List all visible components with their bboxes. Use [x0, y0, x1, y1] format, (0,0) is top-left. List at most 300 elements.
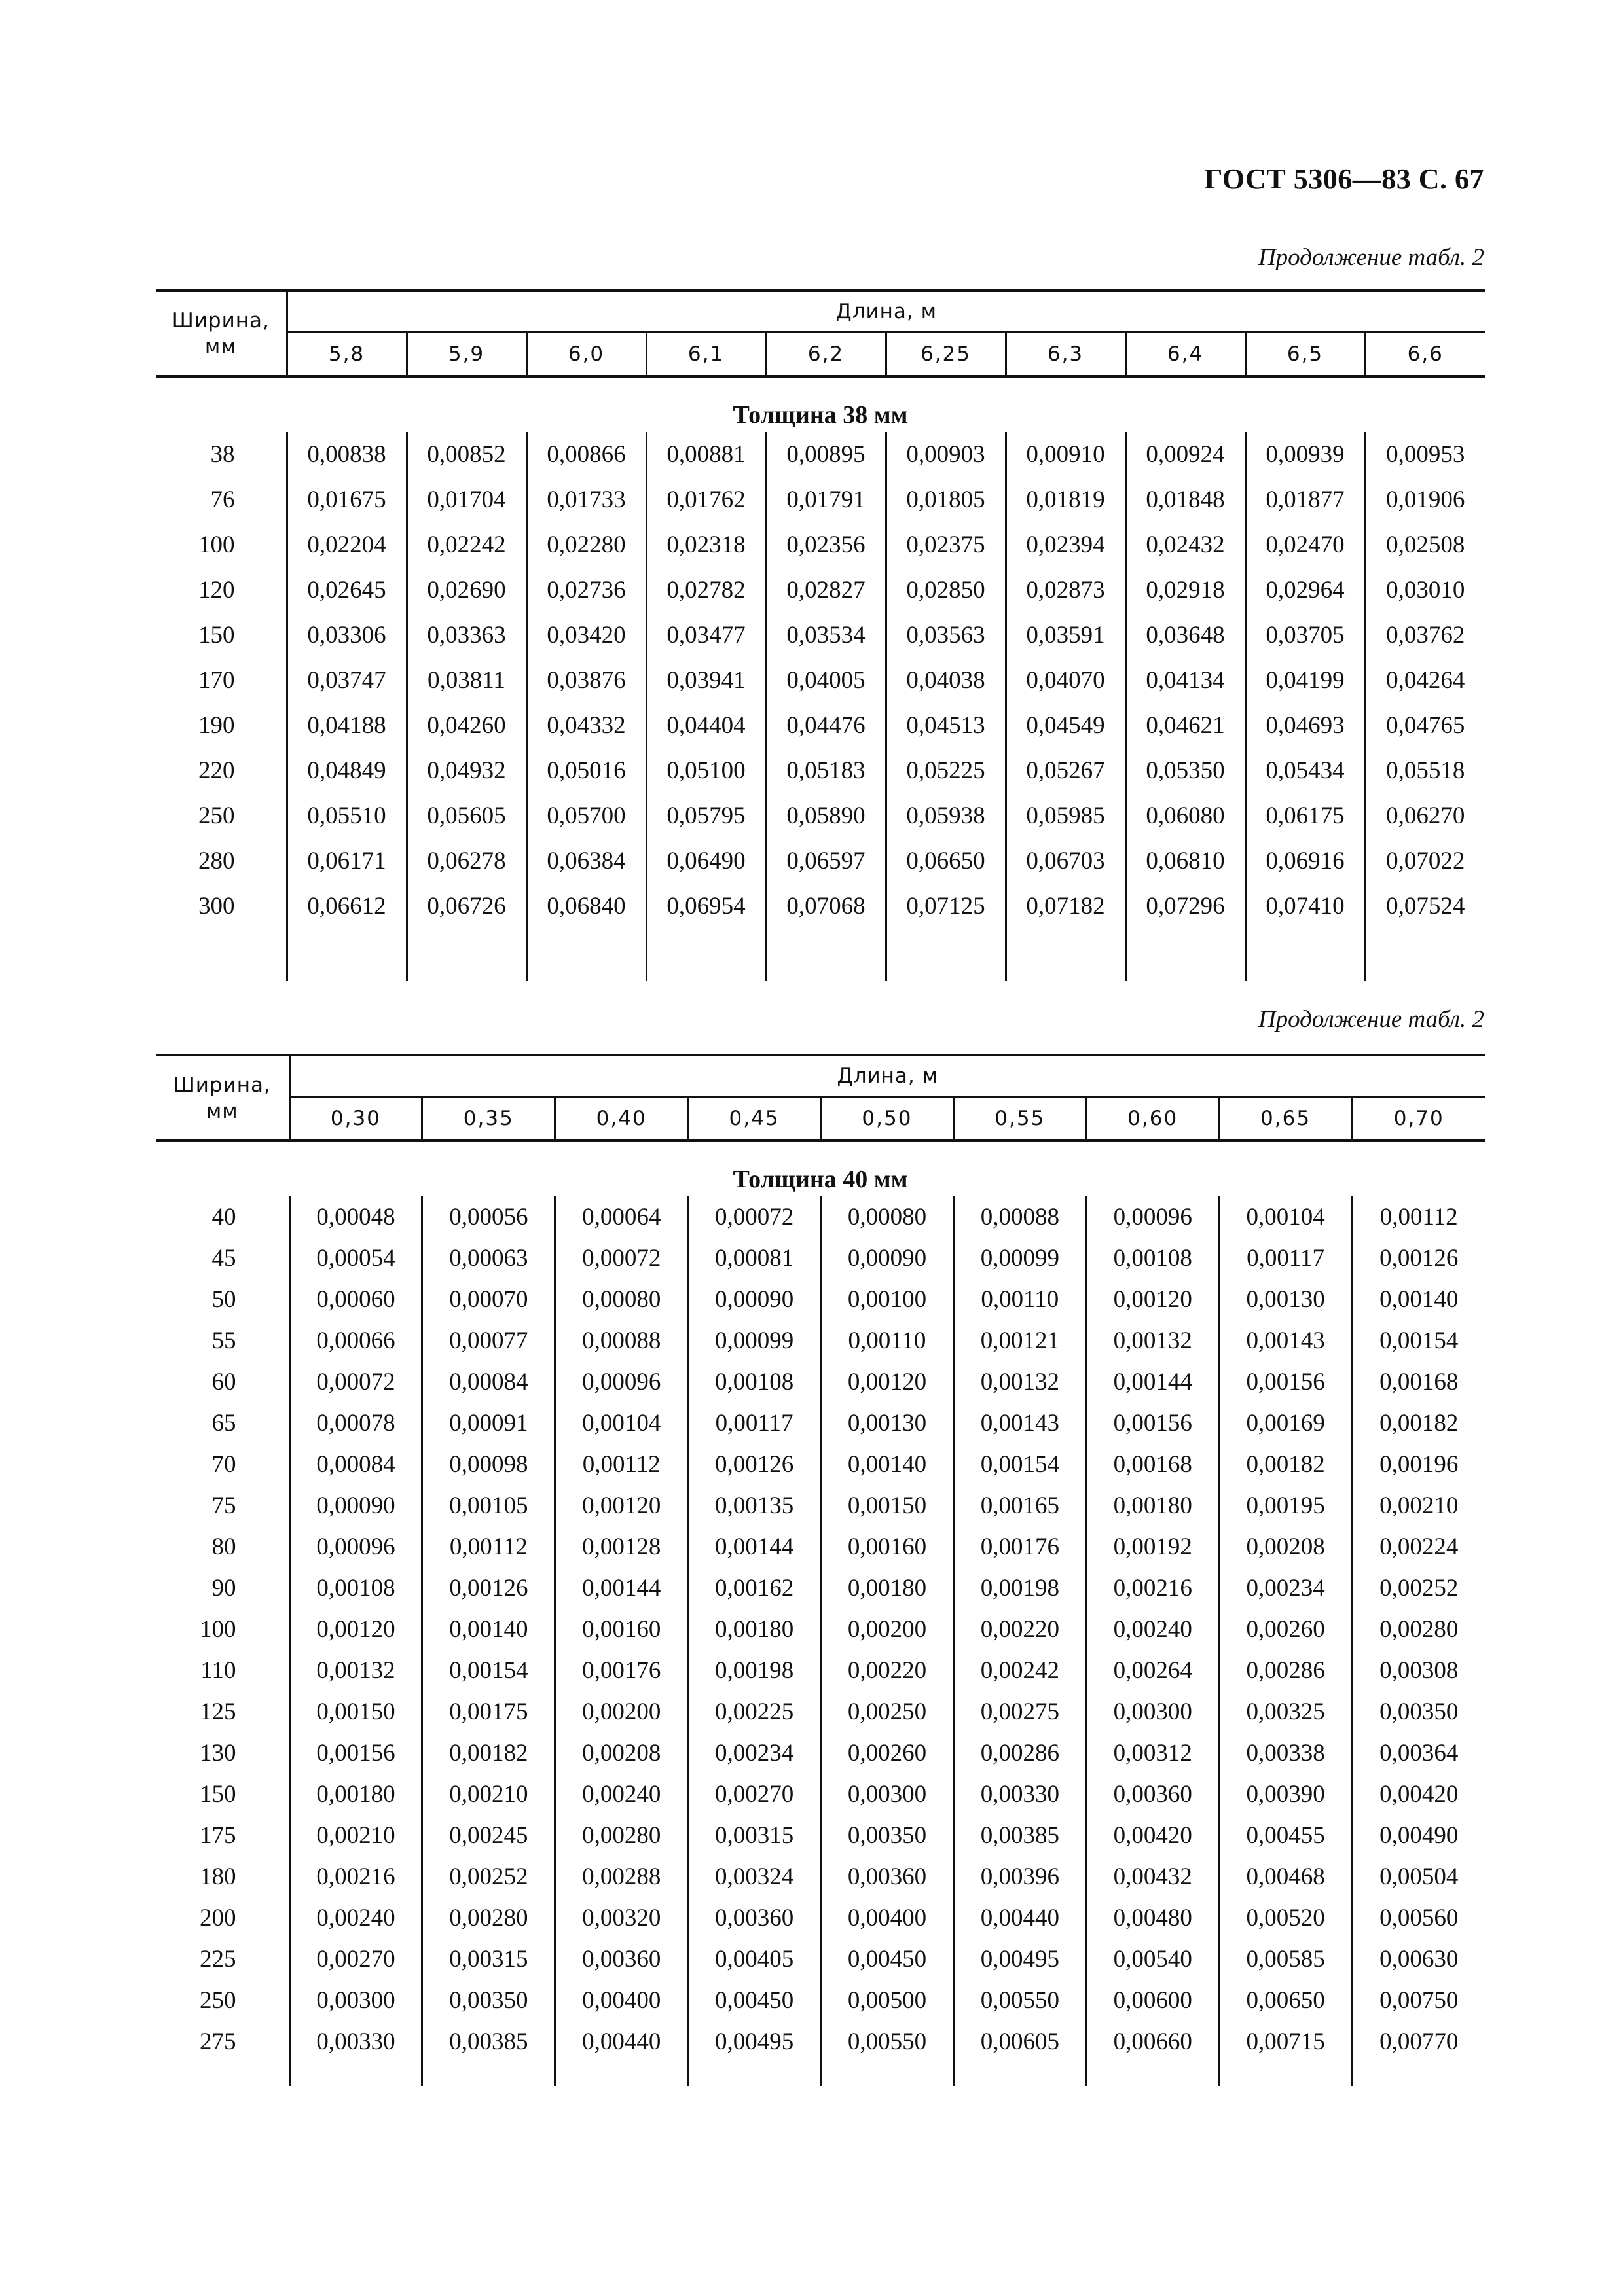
volume-value: 0,00360 — [1086, 1774, 1219, 1815]
volume-value: 0,00455 — [1219, 1815, 1352, 1856]
length-column-header: 6,2 — [766, 332, 886, 377]
volume-value: 0,00165 — [953, 1485, 1086, 1526]
volume-value: 0,00225 — [688, 1691, 821, 1732]
volume-value: 0,00048 — [289, 1196, 422, 1238]
width-value: 50 — [156, 1279, 289, 1320]
volume-value: 0,00156 — [1086, 1403, 1219, 1444]
table-row — [156, 432, 1485, 477]
volume-value: 0,00220 — [821, 1650, 954, 1691]
volume-value: 0,00300 — [821, 1774, 954, 1815]
table-row — [156, 1196, 1485, 1238]
volume-value: 0,04264 — [1386, 667, 1465, 694]
volume-value: 0,00132 — [953, 1361, 1086, 1403]
volume-value: 0,05518 — [1386, 757, 1465, 784]
width-value: 300 — [156, 884, 287, 929]
volume-value: 0,00953 — [1386, 441, 1465, 468]
volume-value: 0,00088 — [953, 1196, 1086, 1238]
volume-value: 0,02964 — [1245, 567, 1365, 613]
volume-value: 0,00096 — [1086, 1196, 1219, 1238]
volume-value: 0,04621 — [1125, 703, 1245, 748]
volume-value: 0,00286 — [1219, 1650, 1352, 1691]
volume-value: 0,00112 — [422, 1526, 555, 1568]
volume-value: 0,00440 — [555, 2021, 688, 2062]
volume-value: 0,00550 — [821, 2021, 954, 2062]
volume-value: 0,03010 — [1386, 577, 1465, 603]
width-value: 100 — [156, 522, 287, 567]
volume-value: 0,00154 — [953, 1444, 1086, 1485]
table-row — [156, 1568, 1485, 1609]
tail-cell — [1219, 2062, 1352, 2086]
tail-cell — [1125, 929, 1245, 981]
volume-value: 0,00280 — [1379, 1616, 1459, 1643]
volume-value: 0,06080 — [1125, 793, 1245, 838]
length-column-header: 0,60 — [1086, 1097, 1219, 1141]
volume-value: 0,00224 — [1379, 1534, 1459, 1560]
volume-value: 0,04332 — [526, 703, 646, 748]
volume-value: 0,00330 — [953, 1774, 1086, 1815]
table-row — [156, 884, 1485, 929]
volume-value: 0,00234 — [688, 1732, 821, 1774]
volume-value: 0,00099 — [688, 1320, 821, 1361]
volume-value: 0,00540 — [1086, 1939, 1219, 1980]
volume-value: 0,00126 — [422, 1568, 555, 1609]
width-value: 110 — [156, 1650, 289, 1691]
continuation-label-2: Продолжение табл. 2 — [1258, 1006, 1484, 1033]
volume-value: 0,00245 — [422, 1815, 555, 1856]
volume-value: 0,00630 — [1379, 1946, 1459, 1973]
volume-value: 0,03563 — [886, 613, 1006, 658]
volume-value: 0,00286 — [953, 1732, 1086, 1774]
length-header: Длина, м — [287, 291, 1485, 332]
volume-value: 0,00140 — [1379, 1286, 1459, 1313]
volume-value: 0,00140 — [422, 1609, 555, 1650]
volume-value: 0,00280 — [422, 1897, 555, 1939]
volume-value: 0,00330 — [289, 2021, 422, 2062]
width-value: 150 — [156, 613, 287, 658]
volume-value: 0,00130 — [821, 1403, 954, 1444]
volume-value: 0,00081 — [688, 1238, 821, 1279]
volume-value: 0,00104 — [1219, 1196, 1352, 1238]
volume-value: 0,05890 — [766, 793, 886, 838]
tail-cell — [953, 2062, 1086, 2086]
volume-value: 0,04199 — [1245, 658, 1365, 703]
volume-value: 0,00390 — [1219, 1774, 1352, 1815]
width-header-label: Ширина, — [173, 1073, 271, 1097]
volume-value: 0,04765 — [1386, 712, 1465, 739]
table-row — [156, 703, 1485, 748]
volume-value: 0,03420 — [526, 613, 646, 658]
volume-value: 0,01848 — [1125, 477, 1245, 522]
volume-value: 0,04932 — [407, 748, 526, 793]
volume-value: 0,00208 — [1219, 1526, 1352, 1568]
volume-value: 0,06597 — [766, 838, 886, 884]
tail-cell — [289, 2062, 422, 2086]
table-row — [156, 748, 1485, 793]
table-row — [156, 1444, 1485, 1485]
section-title: Толщина 38 мм — [733, 401, 908, 429]
length-column-header: 0,65 — [1219, 1097, 1352, 1141]
width-value: 250 — [156, 1980, 289, 2021]
volume-value: 0,00154 — [1379, 1327, 1459, 1354]
volume-value: 0,00182 — [1219, 1444, 1352, 1485]
volume-value: 0,00056 — [422, 1196, 555, 1238]
volume-value: 0,00520 — [1219, 1897, 1352, 1939]
volume-value: 0,00216 — [289, 1856, 422, 1897]
volume-value: 0,03363 — [407, 613, 526, 658]
width-value: 40 — [156, 1196, 289, 1238]
width-value: 90 — [156, 1568, 289, 1609]
volume-value: 0,00400 — [821, 1897, 954, 1939]
volume-value: 0,00910 — [1006, 432, 1125, 477]
width-value: 45 — [156, 1238, 289, 1279]
volume-value: 0,01791 — [766, 477, 886, 522]
volume-value: 0,00091 — [422, 1403, 555, 1444]
volume-value: 0,00150 — [821, 1485, 954, 1526]
volume-value: 0,00070 — [422, 1279, 555, 1320]
volume-value: 0,05938 — [886, 793, 1006, 838]
length-column-header: 5,8 — [287, 332, 407, 377]
continuation-label-1: Продолжение табл. 2 — [1258, 244, 1484, 271]
volume-value: 0,01762 — [646, 477, 766, 522]
width-value: 180 — [156, 1856, 289, 1897]
volume-value: 0,00128 — [555, 1526, 688, 1568]
volume-value: 0,02280 — [526, 522, 646, 567]
width-value: 175 — [156, 1815, 289, 1856]
volume-value: 0,04513 — [886, 703, 1006, 748]
table-row — [156, 1897, 1485, 1939]
volume-value: 0,00210 — [422, 1774, 555, 1815]
tail-cell — [1086, 2062, 1219, 2086]
length-column-header: 0,50 — [821, 1097, 954, 1141]
volume-value: 0,07524 — [1386, 893, 1465, 920]
volume-value: 0,00090 — [289, 1485, 422, 1526]
volume-value: 0,00715 — [1219, 2021, 1352, 2062]
volume-value: 0,02394 — [1006, 522, 1125, 567]
width-header-unit: мм — [206, 1099, 238, 1123]
volume-value: 0,07182 — [1006, 884, 1125, 929]
volume-value: 0,00084 — [289, 1444, 422, 1485]
volume-value: 0,06384 — [526, 838, 646, 884]
volume-value: 0,04693 — [1245, 703, 1365, 748]
length-column-header: 0,30 — [289, 1097, 422, 1141]
length-column-header: 6,4 — [1125, 332, 1245, 377]
volume-value: 0,00315 — [422, 1939, 555, 1980]
volume-value: 0,00450 — [821, 1939, 954, 1980]
volume-value: 0,00144 — [555, 1568, 688, 1609]
volume-value: 0,00350 — [1379, 1698, 1459, 1725]
volume-value: 0,00490 — [1379, 1822, 1459, 1849]
volume-value: 0,02508 — [1386, 531, 1465, 558]
volume-value: 0,04134 — [1125, 658, 1245, 703]
volume-value: 0,00135 — [688, 1485, 821, 1526]
volume-value: 0,00264 — [1086, 1650, 1219, 1691]
width-header — [156, 291, 287, 376]
section-row — [156, 376, 1485, 432]
volume-value: 0,00420 — [1379, 1781, 1459, 1808]
volume-value: 0,00210 — [289, 1815, 422, 1856]
volume-value: 0,00132 — [289, 1650, 422, 1691]
length-column-header: 0,70 — [1352, 1097, 1485, 1141]
volume-value: 0,00550 — [953, 1980, 1086, 2021]
volume-value: 0,00144 — [1086, 1361, 1219, 1403]
volume-value: 0,00325 — [1219, 1691, 1352, 1732]
width-value: 100 — [156, 1609, 289, 1650]
tail-cell — [688, 2062, 821, 2086]
volume-value: 0,00495 — [688, 2021, 821, 2062]
table-row — [156, 838, 1485, 884]
volume-value: 0,00315 — [688, 1815, 821, 1856]
volume-value: 0,00072 — [688, 1196, 821, 1238]
table-row — [156, 793, 1485, 838]
table-row — [156, 1732, 1485, 1774]
volume-value: 0,06916 — [1245, 838, 1365, 884]
volume-value: 0,00252 — [422, 1856, 555, 1897]
tail-cell — [1365, 929, 1485, 981]
volume-value: 0,00168 — [1086, 1444, 1219, 1485]
volume-value: 0,00250 — [821, 1691, 954, 1732]
tail-cell — [821, 2062, 954, 2086]
volume-value: 0,01733 — [526, 477, 646, 522]
volume-value: 0,00160 — [555, 1609, 688, 1650]
volume-value: 0,04038 — [886, 658, 1006, 703]
volume-value: 0,00939 — [1245, 432, 1365, 477]
volume-value: 0,01704 — [407, 477, 526, 522]
volume-value: 0,00180 — [688, 1609, 821, 1650]
volume-value: 0,00275 — [953, 1691, 1086, 1732]
volume-value: 0,00110 — [953, 1279, 1086, 1320]
volume-value: 0,03876 — [526, 658, 646, 703]
volume-value: 0,02432 — [1125, 522, 1245, 567]
volume-value: 0,00143 — [953, 1403, 1086, 1444]
volume-value: 0,04070 — [1006, 658, 1125, 703]
volume-value: 0,02356 — [766, 522, 886, 567]
volume-value: 0,05700 — [526, 793, 646, 838]
volume-value: 0,05267 — [1006, 748, 1125, 793]
volume-value: 0,03811 — [407, 658, 526, 703]
volume-value: 0,03941 — [646, 658, 766, 703]
volume-value: 0,00852 — [407, 432, 526, 477]
volume-value: 0,00405 — [688, 1939, 821, 1980]
volume-value: 0,00364 — [1379, 1740, 1459, 1767]
volume-value: 0,00143 — [1219, 1320, 1352, 1361]
tail-cell — [1352, 2062, 1485, 2086]
volume-value: 0,05225 — [886, 748, 1006, 793]
tail-cell — [555, 2062, 688, 2086]
volume-value: 0,00176 — [953, 1526, 1086, 1568]
tail-cell — [156, 2062, 289, 2086]
volume-value: 0,02242 — [407, 522, 526, 567]
volume-value: 0,00090 — [688, 1279, 821, 1320]
width-header-unit: мм — [204, 334, 237, 359]
volume-value: 0,00182 — [422, 1732, 555, 1774]
volume-value: 0,00210 — [1379, 1492, 1459, 1519]
volume-value: 0,00650 — [1219, 1980, 1352, 2021]
volume-value: 0,00196 — [1379, 1451, 1459, 1478]
volume-value: 0,00105 — [422, 1485, 555, 1526]
tail-cell — [886, 929, 1006, 981]
volume-value: 0,06490 — [646, 838, 766, 884]
length-column-header: 6,3 — [1006, 332, 1125, 377]
volume-value: 0,00208 — [555, 1732, 688, 1774]
volume-value: 0,06175 — [1245, 793, 1365, 838]
volume-value: 0,00150 — [289, 1691, 422, 1732]
section-title: Толщина 40 мм — [733, 1166, 908, 1193]
tail-cell — [646, 929, 766, 981]
volume-value: 0,01805 — [886, 477, 1006, 522]
volume-value: 0,00270 — [688, 1774, 821, 1815]
header-row — [156, 1055, 1485, 1097]
volume-value: 0,00198 — [688, 1650, 821, 1691]
volume-value: 0,00312 — [1086, 1732, 1219, 1774]
table-row — [156, 1980, 1485, 2021]
header-row — [156, 291, 1485, 332]
volume-value: 0,00104 — [555, 1403, 688, 1444]
volume-value: 0,00072 — [555, 1238, 688, 1279]
volume-value: 0,00350 — [422, 1980, 555, 2021]
volume-value: 0,00192 — [1086, 1526, 1219, 1568]
volume-value: 0,00110 — [821, 1320, 954, 1361]
volume-value: 0,05795 — [646, 793, 766, 838]
volume-value: 0,00080 — [555, 1279, 688, 1320]
volume-value: 0,00420 — [1086, 1815, 1219, 1856]
volume-value: 0,00175 — [422, 1691, 555, 1732]
volume-value: 0,00270 — [289, 1939, 422, 1980]
volume-value: 0,03648 — [1125, 613, 1245, 658]
volume-value: 0,02470 — [1245, 522, 1365, 567]
volume-value: 0,03477 — [646, 613, 766, 658]
volume-value: 0,06270 — [1386, 802, 1465, 829]
volume-value: 0,00320 — [555, 1897, 688, 1939]
volume-value: 0,00500 — [821, 1980, 954, 2021]
volume-value: 0,00120 — [289, 1609, 422, 1650]
volume-value: 0,01675 — [287, 477, 407, 522]
volume-value: 0,02782 — [646, 567, 766, 613]
table-row — [156, 1650, 1485, 1691]
volume-value: 0,00220 — [953, 1609, 1086, 1650]
volume-value: 0,00088 — [555, 1320, 688, 1361]
volume-value: 0,00130 — [1219, 1279, 1352, 1320]
volume-value: 0,02827 — [766, 567, 886, 613]
volume-value: 0,06703 — [1006, 838, 1125, 884]
volume-value: 0,00750 — [1379, 1987, 1459, 2014]
width-header — [156, 1055, 289, 1141]
volume-value: 0,00605 — [953, 2021, 1086, 2062]
volume-value: 0,07125 — [886, 884, 1006, 929]
volume-value: 0,02204 — [287, 522, 407, 567]
table-row — [156, 1238, 1485, 1279]
volume-value: 0,04404 — [646, 703, 766, 748]
volume-value: 0,00077 — [422, 1320, 555, 1361]
volume-value: 0,00099 — [953, 1238, 1086, 1279]
volume-value: 0,05183 — [766, 748, 886, 793]
volume-value: 0,00108 — [688, 1361, 821, 1403]
volume-value: 0,00100 — [821, 1279, 954, 1320]
volume-value: 0,00770 — [1379, 2028, 1459, 2055]
page-header: ГОСТ 5306—83 С. 67 — [1204, 163, 1484, 195]
tail-cell — [1245, 929, 1365, 981]
volume-value: 0,01819 — [1006, 477, 1125, 522]
tail-cell — [287, 929, 407, 981]
width-header-label: Ширина, — [172, 308, 270, 332]
volume-value: 0,00440 — [953, 1897, 1086, 1939]
volume-value: 0,04849 — [287, 748, 407, 793]
volume-value: 0,00084 — [422, 1361, 555, 1403]
table-row — [156, 477, 1485, 522]
table-thickness-40 — [156, 1054, 1485, 2086]
length-column-header: 6,25 — [886, 332, 1006, 377]
width-value: 280 — [156, 838, 287, 884]
volume-value: 0,00140 — [821, 1444, 954, 1485]
volume-value: 0,00600 — [1086, 1980, 1219, 2021]
volume-value: 0,00252 — [1379, 1575, 1459, 1602]
volume-value: 0,07410 — [1245, 884, 1365, 929]
volume-value: 0,00108 — [1086, 1238, 1219, 1279]
volume-value: 0,00360 — [688, 1897, 821, 1939]
width-value: 55 — [156, 1320, 289, 1361]
volume-value: 0,00242 — [953, 1650, 1086, 1691]
table-row — [156, 613, 1485, 658]
volume-value: 0,06840 — [526, 884, 646, 929]
length-column-header: 6,0 — [526, 332, 646, 377]
volume-value: 0,00585 — [1219, 1939, 1352, 1980]
table-row — [156, 1774, 1485, 1815]
width-value: 220 — [156, 748, 287, 793]
volume-value: 0,00096 — [555, 1361, 688, 1403]
volume-value: 0,04549 — [1006, 703, 1125, 748]
volume-value: 0,00120 — [821, 1361, 954, 1403]
volume-value: 0,05350 — [1125, 748, 1245, 793]
length-column-header: 6,6 — [1365, 332, 1485, 377]
volume-value: 0,00072 — [289, 1361, 422, 1403]
volume-value: 0,01877 — [1245, 477, 1365, 522]
volume-value: 0,00895 — [766, 432, 886, 477]
volume-value: 0,03306 — [287, 613, 407, 658]
table-tail — [156, 929, 1485, 981]
width-value: 120 — [156, 567, 287, 613]
volume-value: 0,03747 — [287, 658, 407, 703]
volume-value: 0,00360 — [821, 1856, 954, 1897]
volume-value: 0,05016 — [526, 748, 646, 793]
volume-value: 0,05434 — [1245, 748, 1365, 793]
volume-value: 0,00300 — [1086, 1691, 1219, 1732]
table-row — [156, 1361, 1485, 1403]
volume-value: 0,00090 — [821, 1238, 954, 1279]
volume-value: 0,00121 — [953, 1320, 1086, 1361]
volume-value: 0,00288 — [555, 1856, 688, 1897]
volume-value: 0,00117 — [1219, 1238, 1352, 1279]
width-value: 70 — [156, 1444, 289, 1485]
table-row — [156, 1609, 1485, 1650]
volume-value: 0,00180 — [289, 1774, 422, 1815]
length-column-header: 6,1 — [646, 332, 766, 377]
width-value: 75 — [156, 1485, 289, 1526]
volume-value: 0,00169 — [1219, 1403, 1352, 1444]
length-column-header: 0,40 — [555, 1097, 688, 1141]
volume-value: 0,00080 — [821, 1196, 954, 1238]
table-row — [156, 1485, 1485, 1526]
volume-value: 0,02873 — [1006, 567, 1125, 613]
volume-value: 0,00126 — [688, 1444, 821, 1485]
volume-value: 0,00180 — [1086, 1485, 1219, 1526]
volume-value: 0,00660 — [1086, 2021, 1219, 2062]
volume-value: 0,00300 — [289, 1980, 422, 2021]
volume-value: 0,00308 — [1379, 1657, 1459, 1684]
volume-value: 0,06171 — [287, 838, 407, 884]
length-column-header: 0,35 — [422, 1097, 555, 1141]
volume-value: 0,00240 — [289, 1897, 422, 1939]
volume-value: 0,00132 — [1086, 1320, 1219, 1361]
tail-cell — [526, 929, 646, 981]
